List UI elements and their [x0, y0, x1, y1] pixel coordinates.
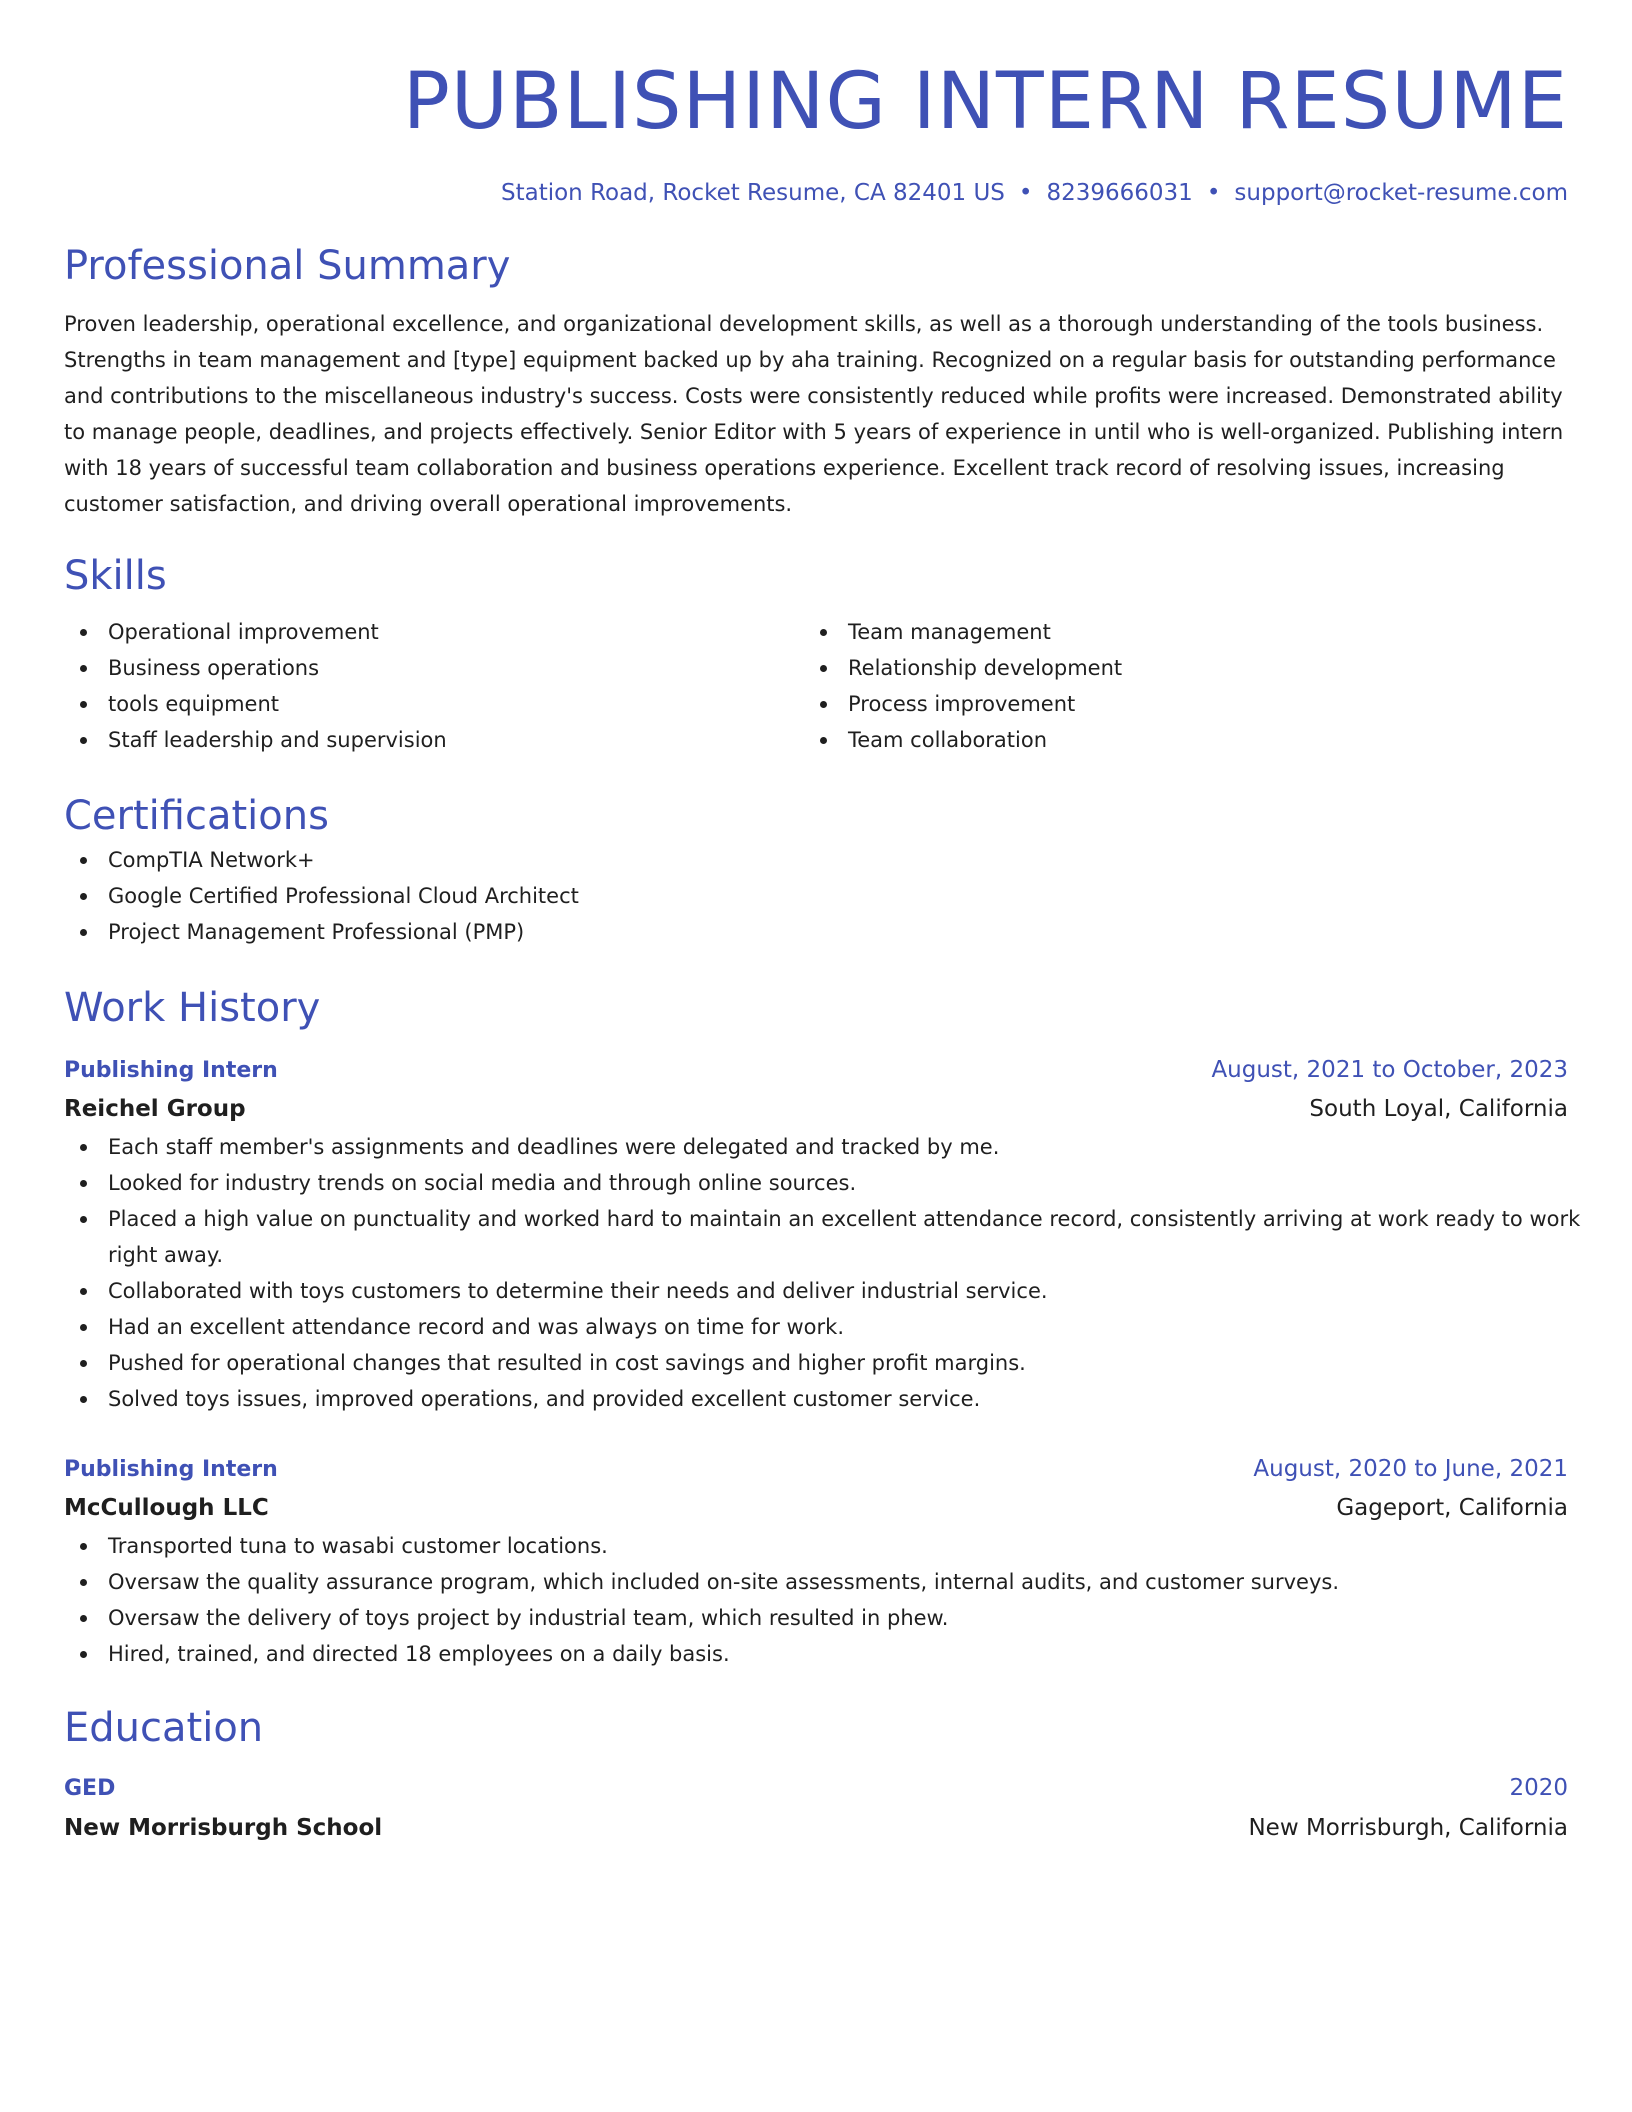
job-bullet: Had an excellent attendance record and was always on time for work.: [64, 1309, 1584, 1345]
job-company-row: [64, 1488, 1568, 1528]
skills-heading: Skills: [64, 553, 167, 599]
resume-title: PUBLISHING INTERN RESUME: [402, 57, 1568, 147]
bullet-icon: [80, 1216, 87, 1223]
bullet-icon: [80, 893, 87, 900]
skill-item: Business operations: [64, 650, 804, 686]
certification-item: CompTIA Network+: [64, 842, 1568, 878]
contact-address: Station Road, Rocket Resume, CA 82401 US: [500, 180, 1005, 206]
bullet-icon: [820, 629, 827, 636]
skill-item: Team management: [804, 614, 1544, 650]
skill-item: Staff leadership and supervision: [64, 722, 804, 758]
job-bullet: Transported tuna to wasabi customer locations.: [64, 1528, 1584, 1564]
job-title-row: [64, 1052, 1568, 1089]
job-title-row: [64, 1451, 1568, 1488]
work-history-heading: Work History: [64, 985, 321, 1031]
job-bullet: Solved toys issues, improved operations, and provided excellent customer service.: [64, 1381, 1584, 1417]
job-bullet: Collaborated with toys customers to determine their needs and deliver industrial service.: [64, 1273, 1584, 1309]
bullet-icon: [820, 737, 827, 744]
skill-item: Team collaboration: [804, 722, 1544, 758]
bullet-icon: [80, 665, 87, 672]
job-bullet: Oversaw the quality assurance program, which included on-site assessments, internal audits, and customer surveys.: [64, 1564, 1584, 1600]
job-entry: [64, 1052, 1581, 1417]
bullet-icon: [80, 1324, 87, 1331]
job-bullet: Pushed for operational changes that resulted in cost savings and higher profit margins.: [64, 1345, 1584, 1381]
skills-list-left: [64, 614, 804, 758]
skill-item: tools equipment: [64, 686, 804, 722]
job-bullet: Placed a high value on punctuality and worked hard to maintain an excellent attendance record, consistently arriving at work ready to work right away.: [64, 1201, 1584, 1273]
job-company: Reichel Group: [64, 1096, 246, 1122]
contact-phone: 8239666031: [1046, 180, 1193, 206]
contact-line: [64, 176, 1568, 210]
bullet-icon: [80, 701, 87, 708]
skill-item: Process improvement: [804, 686, 1544, 722]
summary-heading: Professional Summary: [64, 243, 511, 289]
bullet-icon: [80, 1360, 87, 1367]
skills-grid: [64, 614, 1568, 758]
bullet-icon: [80, 1396, 87, 1403]
education-year: 2020: [1509, 1775, 1568, 1801]
job-bullet: Oversaw the delivery of toys project by industrial team, which resulted in phew.: [64, 1600, 1584, 1636]
education-degree: GED: [64, 1776, 116, 1801]
contact-separator: •: [1206, 180, 1221, 206]
bullet-icon: [80, 1651, 87, 1658]
education-school-row: [64, 1807, 1568, 1849]
education-school: New Morrisburgh School: [64, 1815, 383, 1841]
bullet-icon: [80, 629, 87, 636]
bullet-icon: [80, 737, 87, 744]
job-bullet: Hired, trained, and directed 18 employees on a daily basis.: [64, 1636, 1584, 1672]
bullet-icon: [80, 857, 87, 864]
education-degree-row: [64, 1770, 1568, 1807]
job-dates: August, 2021 to October, 2023: [1211, 1057, 1568, 1083]
certifications-heading: Certifications: [64, 793, 329, 839]
job-company: McCullough LLC: [64, 1495, 269, 1521]
bullet-icon: [80, 1180, 87, 1187]
job-bullet-list: [64, 1528, 1568, 1672]
job-location: South Loyal, California: [1309, 1096, 1568, 1122]
education-entry: [64, 1770, 1568, 1849]
job-bullet: Each staff member's assignments and deadlines were delegated and tracked by me.: [64, 1129, 1584, 1165]
contact-email[interactable]: support@rocket-resume.com: [1234, 180, 1568, 206]
summary-text: Proven leadership, operational excellence, and organizational development skills, as well as a thorough understanding of the tools business. Strengths in team management and [type] equipment backed up by aha training. Recognized on a regular basis for outstanding performance and contributions to the miscellaneous industry's success. Costs were consistently reduced while profits were increased. Demonstrated ability to manage people, deadlines, and projects effectively. Senior Editor with 5 years of experience in until who is well-organized. Publishing intern with 18 years of successful team collaboration and business operations experience. Excellent track record of resolving issues, increasing customer satisfaction, and driving overall operational improvements.: [64, 312, 1564, 516]
bullet-icon: [80, 1543, 87, 1550]
education-location: New Morrisburgh, California: [1248, 1815, 1568, 1841]
job-dates: August, 2020 to June, 2021: [1253, 1456, 1568, 1482]
job-bullet: Looked for industry trends on social media and through online sources.: [64, 1165, 1584, 1201]
bullet-icon: [820, 665, 827, 672]
job-bullet-list: [64, 1129, 1581, 1417]
skills-list-right: [804, 614, 1544, 758]
bullet-icon: [80, 1144, 87, 1151]
bullet-icon: [80, 1615, 87, 1622]
job-entry: [64, 1451, 1568, 1672]
job-location: Gageport, California: [1336, 1495, 1568, 1521]
certifications-list: [64, 842, 1568, 950]
skill-item: Operational improvement: [64, 614, 804, 650]
bullet-icon: [80, 1288, 87, 1295]
bullet-icon: [820, 701, 827, 708]
job-company-row: [64, 1089, 1568, 1129]
bullet-icon: [80, 1579, 87, 1586]
certification-item: Google Certified Professional Cloud Architect: [64, 878, 1568, 914]
job-title: Publishing Intern: [64, 1058, 278, 1083]
skill-item: Relationship development: [804, 650, 1544, 686]
contact-separator: •: [1018, 180, 1033, 206]
education-heading: Education: [64, 1705, 264, 1751]
job-title: Publishing Intern: [64, 1457, 278, 1482]
certification-item: Project Management Professional (PMP): [64, 914, 1568, 950]
bullet-icon: [80, 929, 87, 936]
